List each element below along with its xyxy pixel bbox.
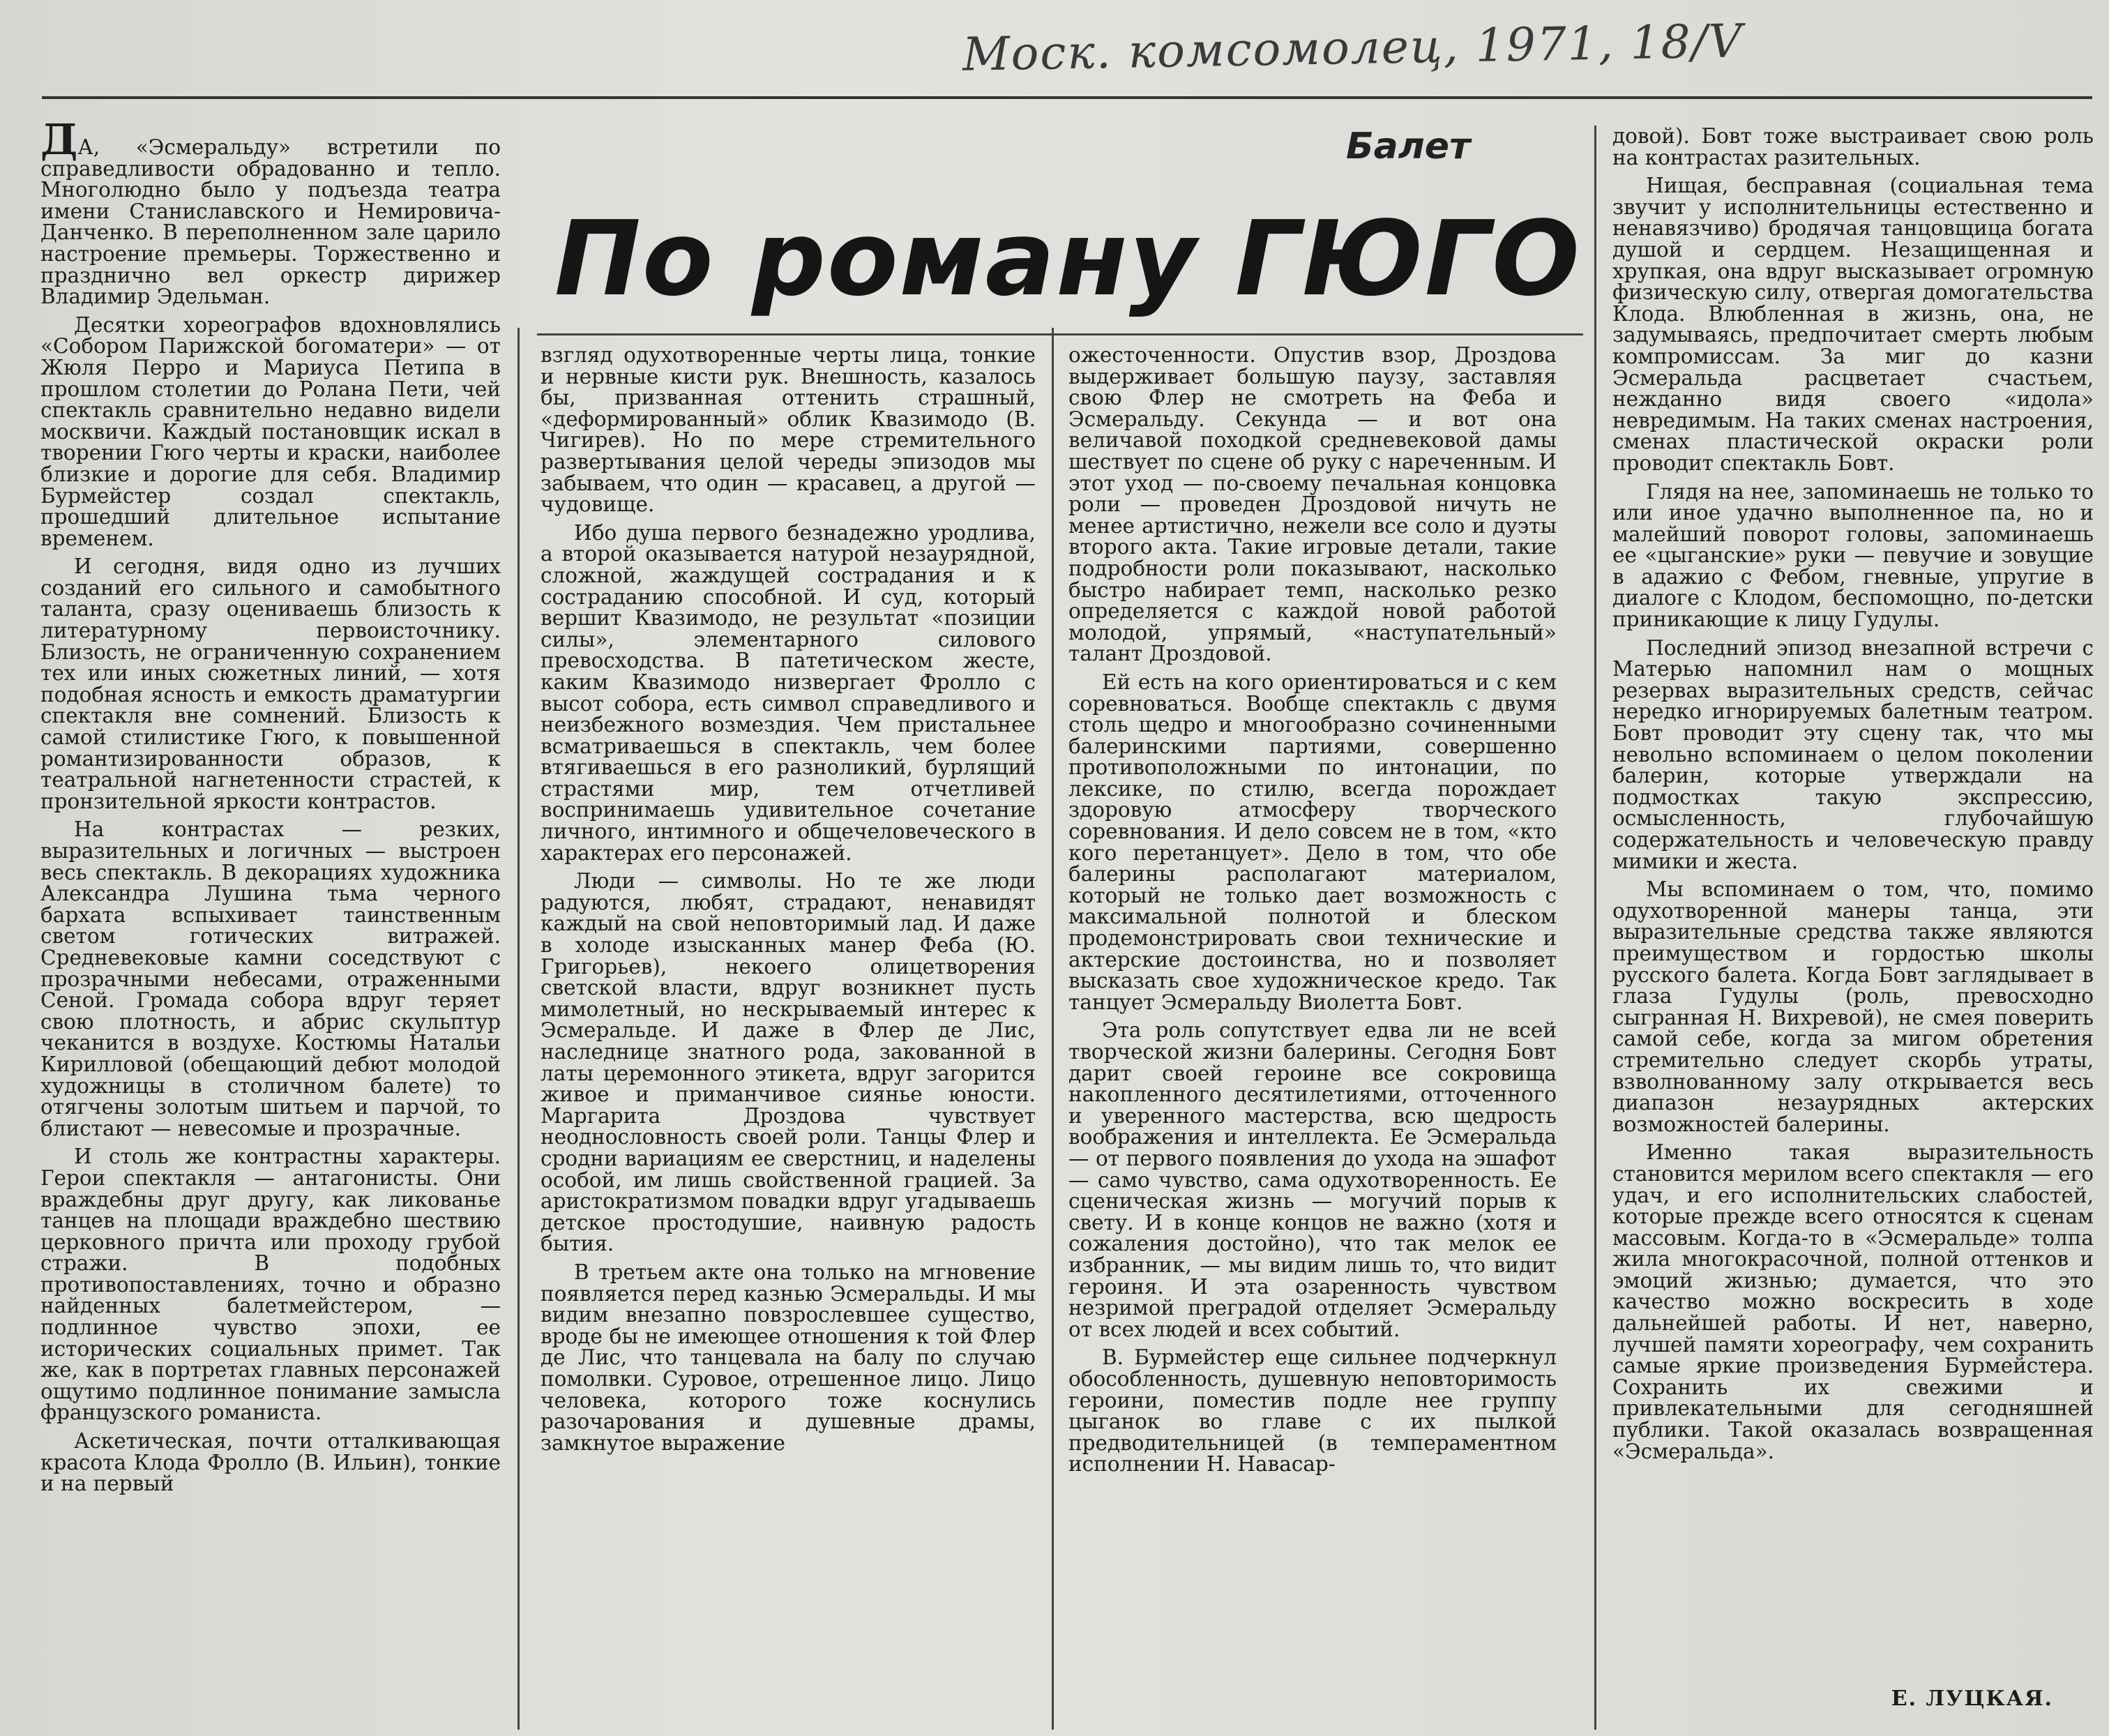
handwritten-source-note: Моск. комсомолец, 1971, 18/V: [962, 14, 1744, 82]
article-column-3: [1068, 345, 1557, 1475]
article-column-1: [40, 116, 501, 1496]
paragraph: Десятки хореографов вдохновлялись «Собором Парижской богоматери» — от Жюля Перро и Мариуса Петипа в прошлом столетии до Ролана Пети, чей спектакль сравнительно недавно видели москвичи. Каждый постановщик искал в творении Гюго черты и краски, наиболее близкие и дорогие для себя. Владимир Бурмейстер создал спектакль, прошедший длительное испытание временем.: [40, 312, 501, 550]
paragraph: Мы вспоминаем о том, что, помимо одухотворенной манеры танца, эти выразительные средства также являются преимуществом и гордостью школы русского балета. Когда Бовт заглядывает в глаза Гудулы (роль, превосходно сыгранная Н. Вихревой), не смея поверить самой себе, когда за мигом обретения стремительно следует скорбь утраты, взволнованному залу открывается весь диапазон незаурядных актерских возможностей балерины.: [1612, 877, 2094, 1136]
header-rule: [42, 96, 2092, 99]
paragraph: А, «Эсмеральду» встретили по справедливости обрадованно и тепло. Многолюдно было у подъезда театра имени Станиславского и Немировича-Данченко. В переполненном зале царило настроение премьеры. Торжественно и празднично вел оркестр дирижер Владимир Эдельман.: [40, 135, 501, 309]
author-signature: Е. ЛУЦКАЯ.: [1891, 1686, 2053, 1711]
paragraph: довой). Бовт тоже выстраивает свою роль на контрастах разительных.: [1612, 124, 2094, 169]
column-divider: [1594, 126, 1596, 1730]
column-divider: [517, 328, 520, 1730]
article-headline: По роману ГЮГО: [554, 199, 1581, 319]
article-column-4: [1612, 126, 2094, 1462]
paragraph: На контрастах — резких, выразительных и логичных — выстроен весь спектакль. В декорациях художника Александра Лушина тьма черного бархата вспыхивает таинственным светом готических витражей. Средневековые камни соседствуют с прозрачными небесами, отраженными Сеной. Громада собора вдруг теряет свою плотность, и абрис скульптур чеканится в воздухе. Костюмы Натальи Кирилловой (обещающий дебют молодой художницы в столичном балете) то отягчены золотым шитьем и парчой, то блистают — невесомые и прозрачные.: [40, 817, 501, 1140]
paragraph: И сегодня, видя одно из лучших созданий его сильного и самобытного таланта, сразу оцениваешь близость к литературному первоисточнику. Близость, не ограниченную сохранением тех или иных сюжетных линий, — хотя подобная ясность и емкость драматургии спектакля вне сомнений. Близость к самой стилистике Гюго, к повышенной романтизированности образов, к театральной нагнетенности страстей, к пронзительной яркости контрастов.: [40, 554, 501, 813]
paragraph: Ибо душа первого безнадежно уродлива, а второй оказывается натурой незаурядной, сложной, жаждущей сострадания и к состраданию способной. И суд, который вершит Квазимодо, не результат «позиции силы», элементарного силового превосходства. В патетическом жесте, каким Квазимодо низвергает Фролло с высот собора, есть символ справедливого и неизбежного возмездия. Чем пристальнее всматриваешься в спектакль, чем более втягиваешься в его разноликий, бурлящий страстями мир, тем отчетливей воспринимаешь удивительное сочетание личного, интимного и общечеловеческого в характерах его персонажей.: [541, 520, 1036, 865]
paragraph: Ей есть на кого ориентироваться и с кем соревноваться. Вообще спектакль с двумя столь щедро и многообразно сочиненными балеринскими партиями, совершенно противоположными по интонации, по лексике, по стилю, всегда порождает здоровую атмосферу творческого соревнования. И дело совсем не в том, «кто кого перетанцует». Дело в том, что обе балерины располагают материалом, который не только дает возможность с максимальной полнотой и блеском продемонстрировать свои технические и актерские достоинства, но и позволяет высказать свое художническое кредо. Так танцует Эсмеральду Виолетта Бовт.: [1068, 670, 1557, 1014]
article-column-2: [541, 345, 1036, 1454]
paragraph: Последний эпизод внезапной встречи с Матерью напомнил нам о мощных резервах выразительных средств, сейчас нередко игнорируемых балетным театром. Бовт проводит эту сцену так, что мы невольно вспоминаем о целом поколении балерин, которые утверждали на подмостках такую экспрессию, осмысленность, глубочайшую содержательность и человеческую правду мимики и жеста.: [1612, 635, 2094, 873]
paragraph: Эта роль сопутствует едва ли не всей творческой жизни балерины. Сегодня Бовт дарит своей героине все сокровища накопленного десятилетиями, отточенного и уверенного мастерства, всю щедрость воображения и интеллекта. Ее Эсмеральда — от первого появления до ухода на эшафот — само чувство, сама одухотворенность. Ее сценическая жизнь — могучий порыв к свету. И в конце концов не важно (хотя и сожаления достойно), что так мелок ее избранник, — мы видим лишь то, что видит героиня. И эта озаренность чувством незримой преградой отделяет Эсмеральду от всех людей и всех событий.: [1068, 1018, 1557, 1341]
paragraph: Аскетическая, почти отталкивающая красота Клода Фролло (В. Ильин), тонкие и на первый: [40, 1429, 501, 1496]
paragraph: ожесточенности. Опустив взор, Дроздова выдерживает большую паузу, заставляя свою Флер не смотреть на Феба и Эсмеральду. Секунда — и вот она величавой походкой средневековой дамы шествует по сцене об руку с нареченным. И этот уход — по-своему печальная концовка роли — проведен Дроздовой ничуть не менее артистично, нежели все соло и дуэты второго акта. Такие игровые детали, такие подробности роли показывают, насколько быстро набирает темп, насколько резко определяется с каждой новой работой молодой, упрямый, «наступательный» талант Дроздовой.: [1068, 343, 1557, 666]
paragraph: Именно такая выразительность становится мерилом всего спектакля — его удач, и его исполнительских слабостей, которые прежде всего относятся к сценам массовым. Когда-то в «Эсмеральде» толпа жила многокрасочной, полной оттенков и эмоций жизнью; думается, что это качество можно воскресить в ходе дальнейшей работы. И нет, наверно, лучшей памяти хореографу, чем сохранить самые яркие произведения Бурмейстера. Сохранить их свежими и привлекательными для сегодняшней публики. Такой оказалась возвращенная «Эсмеральда».: [1612, 1140, 2094, 1463]
paragraph: И столь же контрастны характеры. Герои спектакля — антагонисты. Они враждебны друг другу, как ликованье танцев на площади враждебно шествию церковного причта или проходу грубой стражи. В подобных противопоставлениях, точно и образно найденных балетмейстером, — подлинное чувство эпохи, ее исторических социальных примет. Так же, как в портретах главных персонажей ощутимо подлинное понимание замысла французского романиста.: [40, 1145, 501, 1425]
paragraph: В третьем акте она только на мгновение появляется перед казнью Эсмеральды. И мы видим внезапно повзрослевшее существо, вроде бы не имеющее отношения к той Флер де Лис, что танцевала на балу по случаю помолвки. Суровое, отрешенное лицо. Лицо человека, которого тоже коснулись разочарования и душевные драмы, замкнутое выражение: [541, 1260, 1036, 1455]
drop-cap: Д: [40, 116, 78, 165]
column-divider: [1052, 328, 1054, 1730]
paragraph: Глядя на нее, запоминаешь не только то или иное удачно выполненное па, но и малейший поворот головы, запоминаешь ее «цыганские» руки — певучие и зовущие в адажио с Фебом, гневные, упругие в диалоге с Клодом, беспомощно, по-детски приникающие к лицу Гудулы.: [1612, 479, 2094, 632]
paragraph: Нищая, бесправная (социальная тема звучит у исполнительницы естественно и ненавязчиво) бродячая танцовщица богата душой и сердцем. Незащищенная и хрупкая, она вдруг высказывает огромную физическую силу, отвергая домогательства Клода. Влюбленная в жизнь, она, не задумываясь, предпочитает смерть любым компромиссам. За миг до казни Эсмеральда расцветает счастьем, нежданно видя своего «идола» невредимым. На таких сменах настроения, сменах пластической окраски роли проводит спектакль Бовт.: [1612, 174, 2094, 475]
section-rubric: Балет: [1346, 126, 1471, 167]
paragraph: Люди — символы. Но те же люди радуются, любят, страдают, ненавидят каждый на свой неповторимый лад. И даже в холоде изысканных манер Феба (Ю. Григорьев), некоего олицетворения светской власти, вдруг возникнет пусть мимолетный, но нескрываемый интерес к Эсмеральде. И даже в Флер де Лис, наследнице знатного рода, закованной в латы церемонного этикета, вдруг загорится живое и приманчивое сиянье юности. Маргарита Дроздова чувствует неоднословность своей роли. Танцы Флер и сродни вариациям ее сверстниц, и наделены особой, им лишь свойственной грацией. За аристократизмом повадки вдруг угадываешь детское простодушие, наивную радость бытия.: [541, 869, 1036, 1256]
headline-underline: [537, 333, 1583, 335]
paragraph: взгляд одухотворенные черты лица, тонкие и нервные кисти рук. Внешность, казалось бы, призванная оттенить страшный, «деформированный» облик Квазимодо (В. Чигирев). Но по мере стремительного развертывания целой череды эпизодов мы забываем, что один — красавец, а другой — чудовище.: [541, 343, 1036, 517]
paragraph: В. Бурмейстер еще сильнее подчеркнул обособленность, душевную неповторимость героини, поместив подле нее группу цыганок во главе с их пылкой предводительницей (в темпераментном исполнении Н. Навасар-: [1068, 1345, 1557, 1477]
